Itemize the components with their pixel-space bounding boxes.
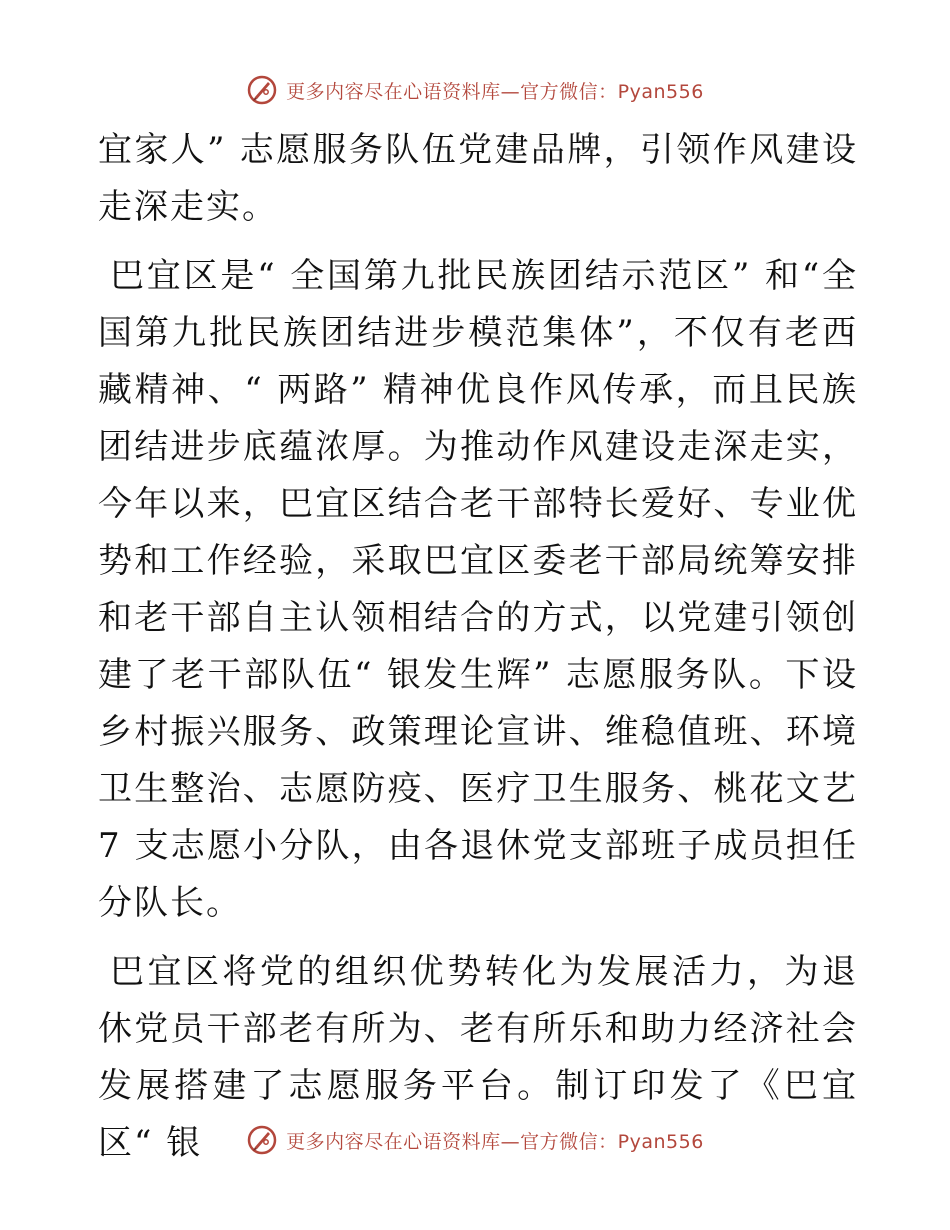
paragraph-1: 宜家人” 志愿服务队伍党建品牌，引领作风建设走深走实。 xyxy=(98,130,858,227)
paragraph-2: 巴宜区是“ 全国第九批民族团结示范区” 和“全国第九批民族团结进步模范集体”，不仅有老西藏精神、“ 两路” 精神优良作风传承，而且民族团结进步底蕴浓厚。为推动作风建设走深走实，今年以来，巴宜区结合老干部特长爱好、专业优势和工作经验，采取巴宜区委老干部局统筹安排和老干部自主认领相结合的方式，以党建引领创建了老干部队伍“ 银发生辉” 志愿服务队。下设乡村振兴服务、政策理论宣讲、维稳值班、环境卫生整治、志愿防疫、医疗卫生服务、桃花文艺 7 支志愿小分队，由各退休党支部班子成员担任分队长。 xyxy=(98,256,858,923)
paragraph-3: 巴宜区将党的组织优势转化为发展活力，为退休党员干部老有所为、老有所乐和助力经济社会发展搭建了志愿服务平台。制订印发了《巴宜区“ 银 xyxy=(98,952,858,1163)
quill-pen-logo-icon xyxy=(246,74,278,106)
footer-watermark-banner xyxy=(0,1122,950,1158)
footer-watermark-text: 更多内容尽在心语资料库—官方微信：Pyan556 xyxy=(286,1130,704,1153)
header-watermark-banner xyxy=(0,72,950,108)
document-body xyxy=(98,122,858,1172)
quill-pen-logo-icon xyxy=(246,1124,278,1156)
header-watermark-text: 更多内容尽在心语资料库—官方微信：Pyan556 xyxy=(286,80,704,103)
